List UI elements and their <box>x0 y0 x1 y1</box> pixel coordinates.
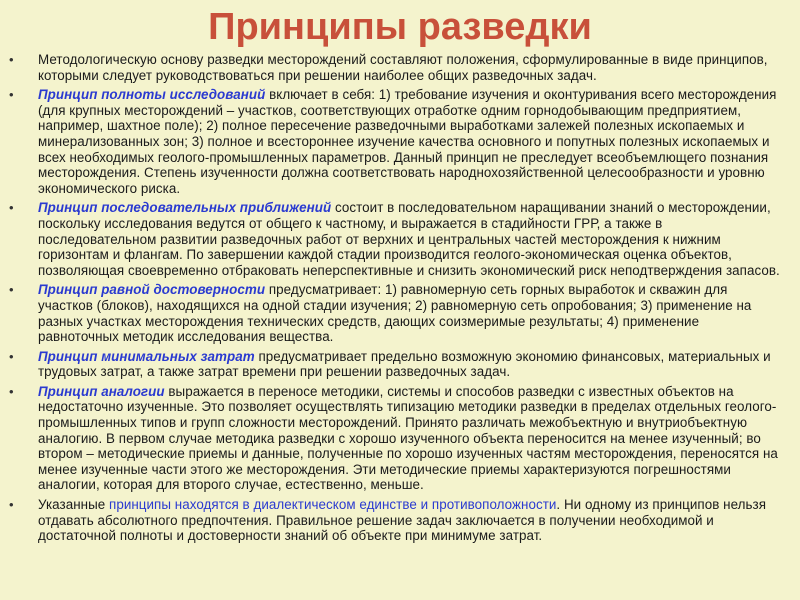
item-text-prefix: Указанные <box>38 497 110 513</box>
list-item-analogy <box>0 384 780 493</box>
principle-term: Принцип минимальных затрат <box>38 348 255 364</box>
bullet-icon: • <box>9 87 14 103</box>
highlighted-phrase: принципы находятся в диалектическом единстве и противоположности <box>109 497 557 513</box>
bullet-icon: • <box>9 497 14 513</box>
principle-term: Принцип полноты исследований <box>38 87 266 103</box>
item-text: состоит в последовательном наращивании знаний о месторождении, поскольку исследования ведутся от общего к частному, и выражается в стадийности ГРР, а также в последовательном развитии разведочных работ от верхних и центральных частей месторождения к нижним горизонтам и флангам. По завершении каждой стадии производится геолого-экономическая оценка объектов, позволяющая своевременно отбраковать неперспективные и снизить экономический риск неподтверждения запасов. <box>38 200 780 278</box>
slide-title: Принципы разведки <box>208 6 592 48</box>
bullet-icon: • <box>9 348 14 364</box>
principles-list <box>0 52 780 548</box>
item-text: выражается в переносе методики, системы и способов разведки с известных объектов на недостаточно изученные. Это позволяет осуществлять типизацию методики разведки в пределах отдельных геолого-промышленных типов и групп сложности месторождений. Принято различать межобъектную и внутриобъектную аналогию. В первом случае методика разведки с хорошо изученного объекта переносится на менее изученный; во втором – методические приемы и данные, полученные по хорошо изученных частям месторождения, переносятся на менее изученные части этого же месторождения. Эти методические приемы характеризуются погрешностями аналогии, которая для второго случае, естественно, меньше. <box>38 383 778 493</box>
item-text: включает в себя: 1) требование изучения и оконтуривания всего месторождения (для крупных месторождений – участков, соответствующих отработке одним горнодобывающим предприятием, например, шахтное поле); 2) полное пересечение разведочными выработками залежей полезных ископаемых и минерализованных зон; 3) полное и всестороннее изучение качества основного и попутных полезных ископаемых и всех необходимых геолого-промышленных параметров. Данный принцип не преследует всеобъемлющего познания месторождения. Степень изученности должна соответствовать народнохозяйственной целесообразности и уровню экономического риска. <box>38 87 777 196</box>
bullet-icon: • <box>9 383 14 399</box>
item-text: Методологическую основу разведки месторождений составляют положения, сформулированные в виде принципов, которыми следует руководствоваться при решении наиболее общих разведочных задач. <box>38 52 768 83</box>
bullet-icon: • <box>9 52 14 67</box>
principle-term: Принцип аналогии <box>38 383 165 399</box>
list-item-minimal-costs <box>0 349 780 380</box>
principle-term: Принцип последовательных приближений <box>38 200 332 216</box>
item-text: . Ни одному из принципов нельзя отдавать абсолютного предпочтения. Правильное решение задач заключается в получении необходимой и достаточной полноты и достоверности знаний об объекте при минимуме затрат. <box>38 497 767 544</box>
principle-term: Принцип равной достоверности <box>38 282 266 298</box>
list-item-completeness <box>0 87 780 196</box>
list-item-conclusion <box>0 497 780 544</box>
list-item-intro <box>0 52 780 83</box>
bullet-icon: • <box>9 282 14 298</box>
bullet-icon: • <box>9 200 14 216</box>
item-text: предусматривает предельно возможную экономию финансовых, материальных и трудовых затрат, а также затрат времени при решении разведочных задач. <box>38 348 771 380</box>
item-text: предусматривает: 1) равномерную сеть горных выработок и скважин для участков (блоков), находящихся на одной стадии изучения; 2) равномерную сеть опробования; 3) применение на разных участках месторождения технических средств, дающих соизмеримые результаты; 4) применение равноточных методик исследования вещества. <box>38 282 752 345</box>
list-item-successive-approximations <box>0 200 780 278</box>
list-item-equal-reliability <box>0 282 780 344</box>
